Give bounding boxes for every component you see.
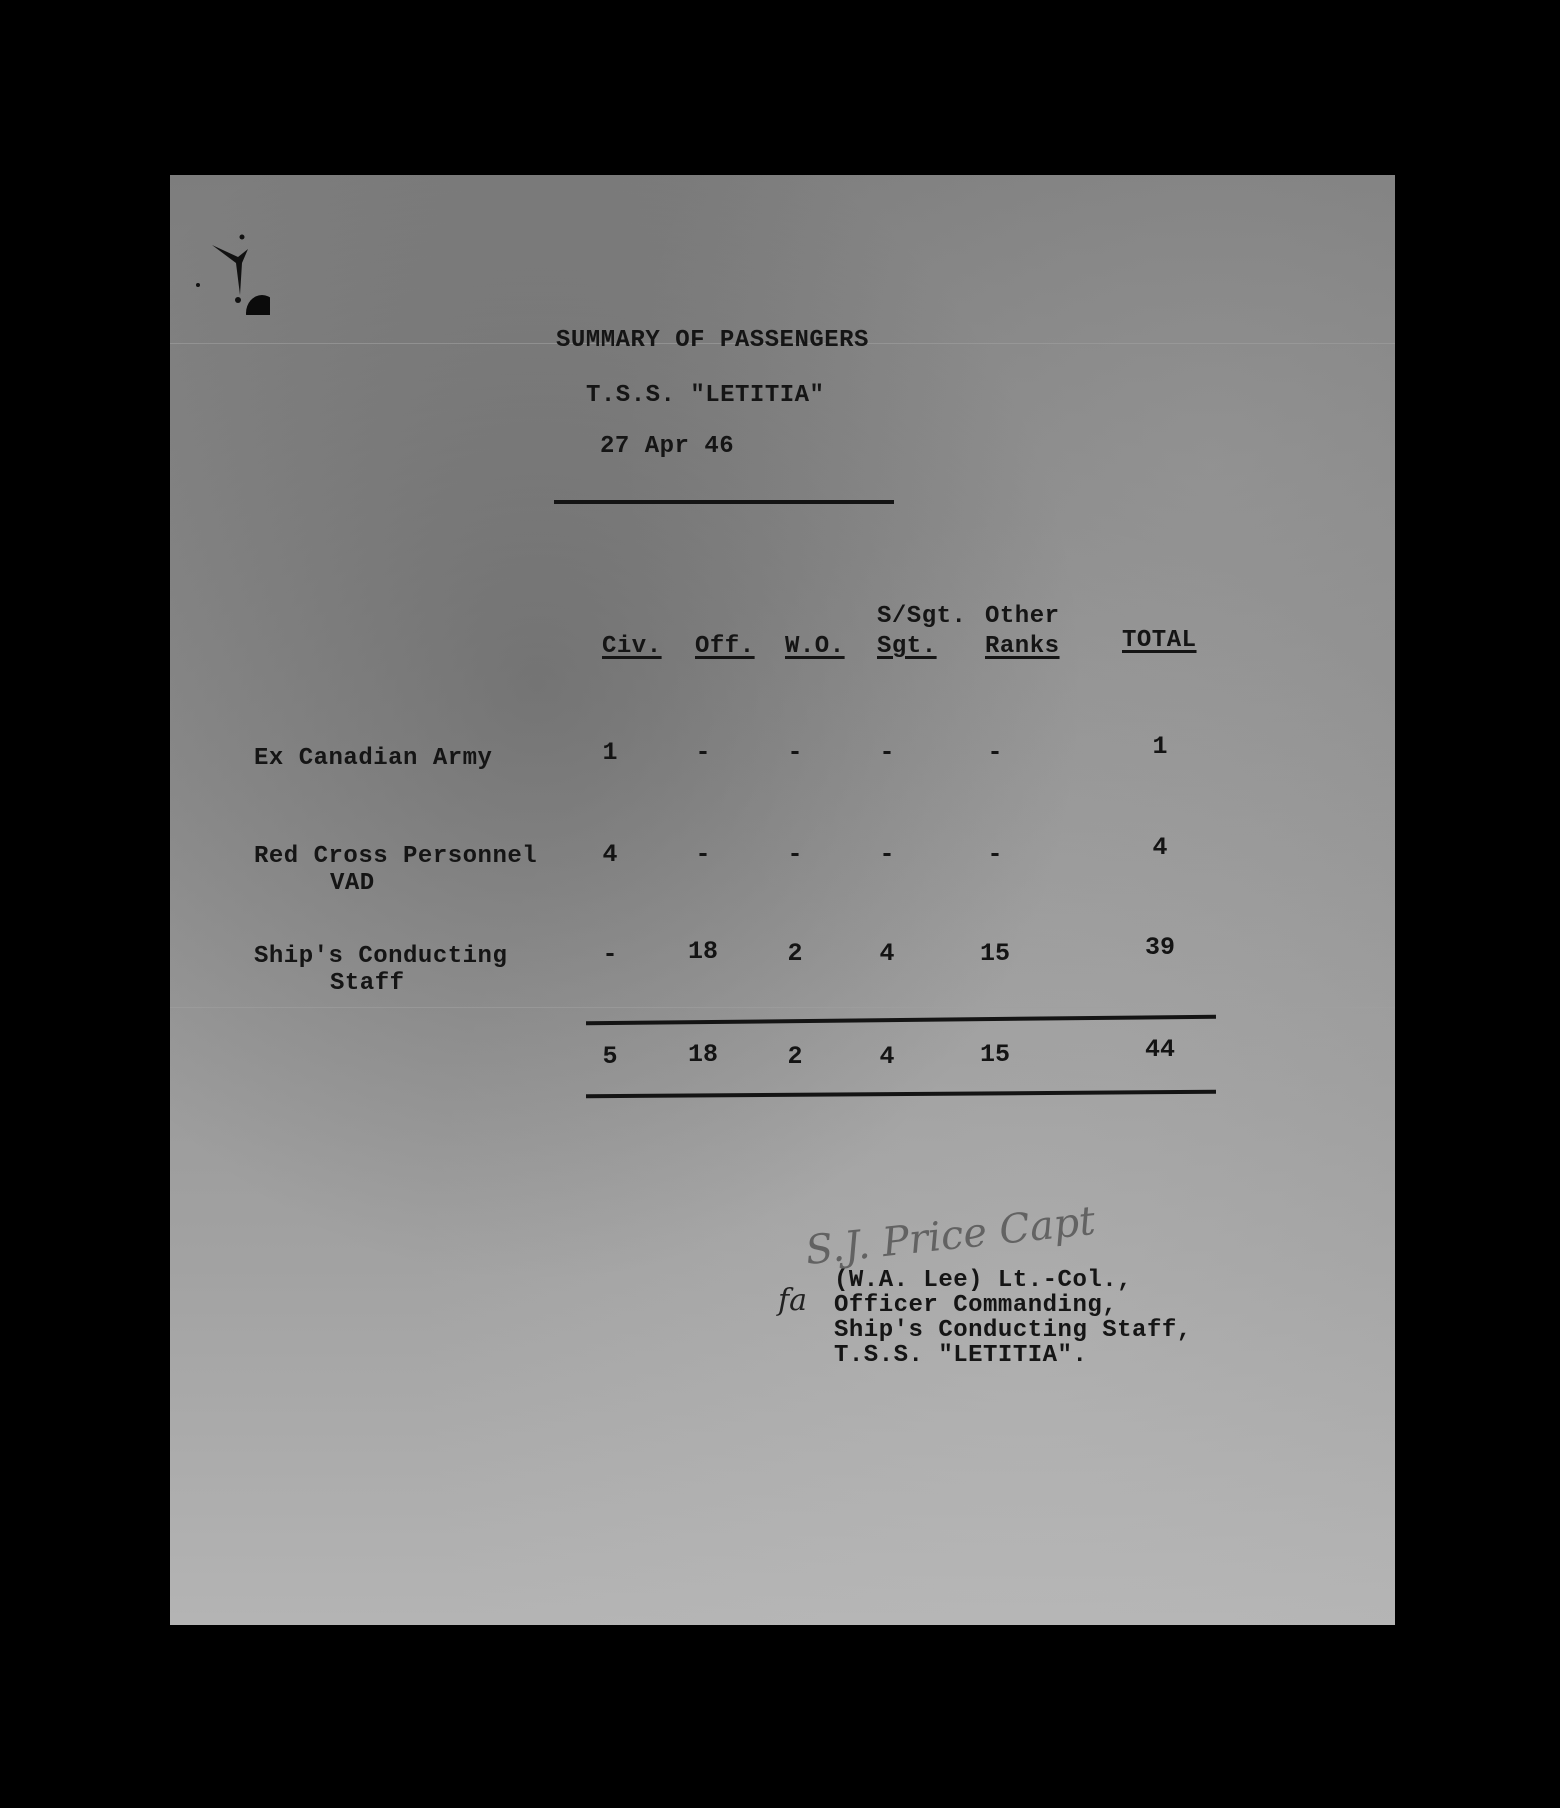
col-header-other-top: Other [985, 603, 1060, 630]
table-cell: - [879, 738, 895, 767]
ship-name: T.S.S. "LETITIA" [586, 382, 825, 409]
table-cell: 4 [1152, 833, 1168, 862]
col-header-civ: Civ. [602, 633, 662, 660]
total-cell: 2 [787, 1042, 803, 1071]
signature-line-unit: Ship's Conducting Staff, [834, 1317, 1192, 1344]
handwritten-signature: S.J. Price Capt [803, 1197, 1098, 1275]
total-cell: 15 [979, 1040, 1010, 1069]
signature-line-ship: T.S.S. "LETITIA". [834, 1342, 1088, 1369]
col-header-wo: W.O. [785, 633, 845, 660]
table-cell: 2 [787, 939, 803, 968]
table-cell: - [602, 940, 618, 969]
signature-line-role: Officer Commanding, [834, 1292, 1118, 1319]
col-header-ranks: Ranks [985, 633, 1060, 660]
ink-blot-mark [190, 205, 270, 315]
table-cell: - [987, 840, 1003, 869]
row-label-red-cross: Red Cross Personnel [254, 843, 538, 870]
table-cell: - [695, 840, 711, 869]
col-header-off: Off. [695, 633, 755, 660]
document-page [170, 175, 1395, 1625]
row-label-red-cross-sub: VAD [330, 870, 375, 897]
table-cell: - [987, 738, 1003, 767]
totals-bottom-rule [586, 1090, 1216, 1098]
table-cell: - [879, 840, 895, 869]
table-cell: 39 [1144, 933, 1175, 962]
row-label-ships-staff-sub: Staff [330, 970, 405, 997]
signature-prefix: fa [778, 1283, 807, 1318]
table-cell: 4 [602, 840, 618, 869]
row-label-ships-staff: Ship's Conducting [254, 943, 508, 970]
table-cell: - [787, 840, 803, 869]
fold-line [170, 1007, 1395, 1008]
total-cell: 44 [1144, 1035, 1175, 1064]
document-title: SUMMARY OF PASSENGERS [556, 327, 869, 354]
row-label-ex-canadian-army: Ex Canadian Army [254, 745, 493, 772]
totals-top-rule [586, 1015, 1216, 1026]
col-header-total: TOTAL [1122, 627, 1197, 654]
col-header-sgt-top: S/Sgt. [877, 603, 967, 630]
table-cell: 4 [879, 939, 895, 968]
table-cell: 15 [979, 939, 1010, 968]
table-cell: - [695, 738, 711, 767]
table-cell: - [787, 738, 803, 767]
table-cell: 1 [602, 738, 618, 767]
total-cell: 5 [602, 1042, 618, 1071]
col-header-sgt: Sgt. [877, 633, 937, 660]
total-cell: 4 [879, 1042, 895, 1071]
table-cell: 1 [1152, 732, 1168, 761]
total-cell: 18 [687, 1040, 718, 1069]
header-underline [554, 500, 894, 504]
document-date: 27 Apr 46 [600, 433, 735, 460]
table-cell: 18 [687, 937, 718, 966]
signature-line-name: (W.A. Lee) Lt.-Col., [834, 1267, 1133, 1294]
